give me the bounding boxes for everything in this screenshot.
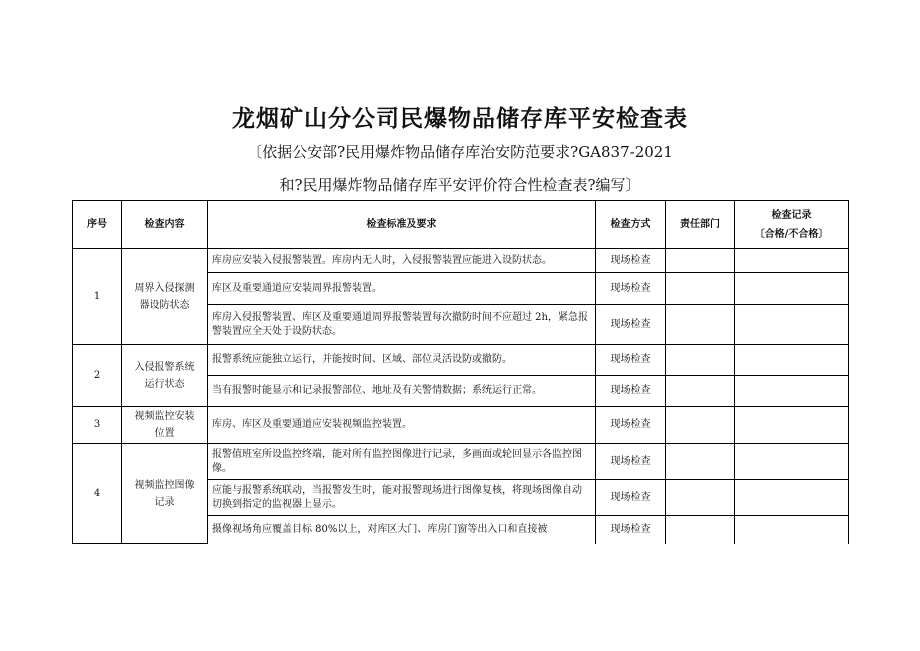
check-method: 现场检查	[596, 273, 666, 305]
table-row	[73, 345, 849, 376]
header-no: 序号	[73, 201, 122, 249]
check-method: 现场检查	[596, 345, 666, 376]
check-standard: 报警系统应能独立运行，并能按时间、区域、部位灵活设防或撤防。	[208, 345, 596, 376]
check-standard: 摄像视场角应覆盖目标 80%以上，对库区大门、库房门窗等出入口和直接被	[208, 516, 596, 544]
check-standard: 库房应安装入侵报警装置。库房内无人时，入侵报警装置应能进入设防状态。	[208, 249, 596, 273]
row-number: 2	[73, 345, 122, 407]
check-standard: 当有报警时能显示和记录报警部位、地址及有关警情数据；系统运行正常。	[208, 376, 596, 407]
document-subtitle-line1: 〔依据公安部?民用爆炸物品储存库治安防范要求?GA837-2021	[247, 143, 673, 161]
check-method: 现场检查	[596, 444, 666, 480]
check-record-cell[interactable]	[735, 480, 849, 516]
responsible-dept-cell[interactable]	[666, 249, 735, 273]
table-row	[73, 444, 849, 480]
responsible-dept-cell[interactable]	[666, 376, 735, 407]
check-standard: 库房、库区及重要通道应安装视频监控装置。	[208, 407, 596, 444]
document-subtitle-line2: 和?民用爆炸物品储存库平安评价符合性检查表?编写〕	[279, 176, 641, 194]
check-record-cell[interactable]	[735, 273, 849, 305]
header-method: 检查方式	[596, 201, 666, 249]
responsible-dept-cell[interactable]	[666, 444, 735, 480]
check-standard: 库房入侵报警装置、库区及重要通道周界报警装置每次撤防时间不应超过 2h，紧急报警装置应全天处于设防状态。	[208, 305, 596, 345]
check-content: 周界入侵探测器设防状态	[122, 249, 208, 345]
check-record-cell[interactable]	[735, 249, 849, 273]
check-method: 现场检查	[596, 305, 666, 345]
check-content: 视频监控安装位置	[122, 407, 208, 444]
responsible-dept-cell[interactable]	[666, 305, 735, 345]
check-method: 现场检查	[596, 249, 666, 273]
check-standard: 库区及重要通道应安装周界报警装置。	[208, 273, 596, 305]
responsible-dept-cell[interactable]	[666, 516, 735, 544]
check-record-cell[interactable]	[735, 516, 849, 544]
row-number: 3	[73, 407, 122, 444]
check-method: 现场检查	[596, 480, 666, 516]
check-method: 现场检查	[596, 376, 666, 407]
header-record	[735, 201, 849, 249]
check-method: 现场检查	[596, 516, 666, 544]
check-record-cell[interactable]	[735, 444, 849, 480]
row-number: 4	[73, 444, 122, 544]
check-record-cell[interactable]	[735, 345, 849, 376]
document-title: 龙烟矿山分公司民爆物品储存库平安检查表	[232, 106, 688, 132]
responsible-dept-cell[interactable]	[666, 480, 735, 516]
table-row	[73, 249, 849, 273]
responsible-dept-cell[interactable]	[666, 345, 735, 376]
responsible-dept-cell[interactable]	[666, 273, 735, 305]
table-row	[73, 407, 849, 444]
check-standard: 报警值班室所设监控终端，能对所有监控图像进行记录，多画面或轮回显示各监控图像。	[208, 444, 596, 480]
check-record-cell[interactable]	[735, 407, 849, 444]
check-record-cell[interactable]	[735, 305, 849, 345]
header-content: 检查内容	[122, 201, 208, 249]
table-header-row	[73, 201, 849, 249]
header-dept: 责任部门	[666, 201, 735, 249]
check-record-cell[interactable]	[735, 376, 849, 407]
header-record-sub: 〔合格/不合格〕	[754, 228, 829, 240]
header-record-label: 检查记录	[771, 209, 812, 221]
header-standard: 检查标准及要求	[208, 201, 596, 249]
check-content: 入侵报警系统运行状态	[122, 345, 208, 407]
check-content: 视频监控图像记录	[122, 444, 208, 544]
check-standard: 应能与报警系统联动，当报警发生时，能对报警现场进行图像复核，将现场图像自动切换到指定的监视器上显示。	[208, 480, 596, 516]
row-number: 1	[73, 249, 122, 345]
check-method: 现场检查	[596, 407, 666, 444]
inspection-table	[72, 200, 849, 544]
responsible-dept-cell[interactable]	[666, 407, 735, 444]
